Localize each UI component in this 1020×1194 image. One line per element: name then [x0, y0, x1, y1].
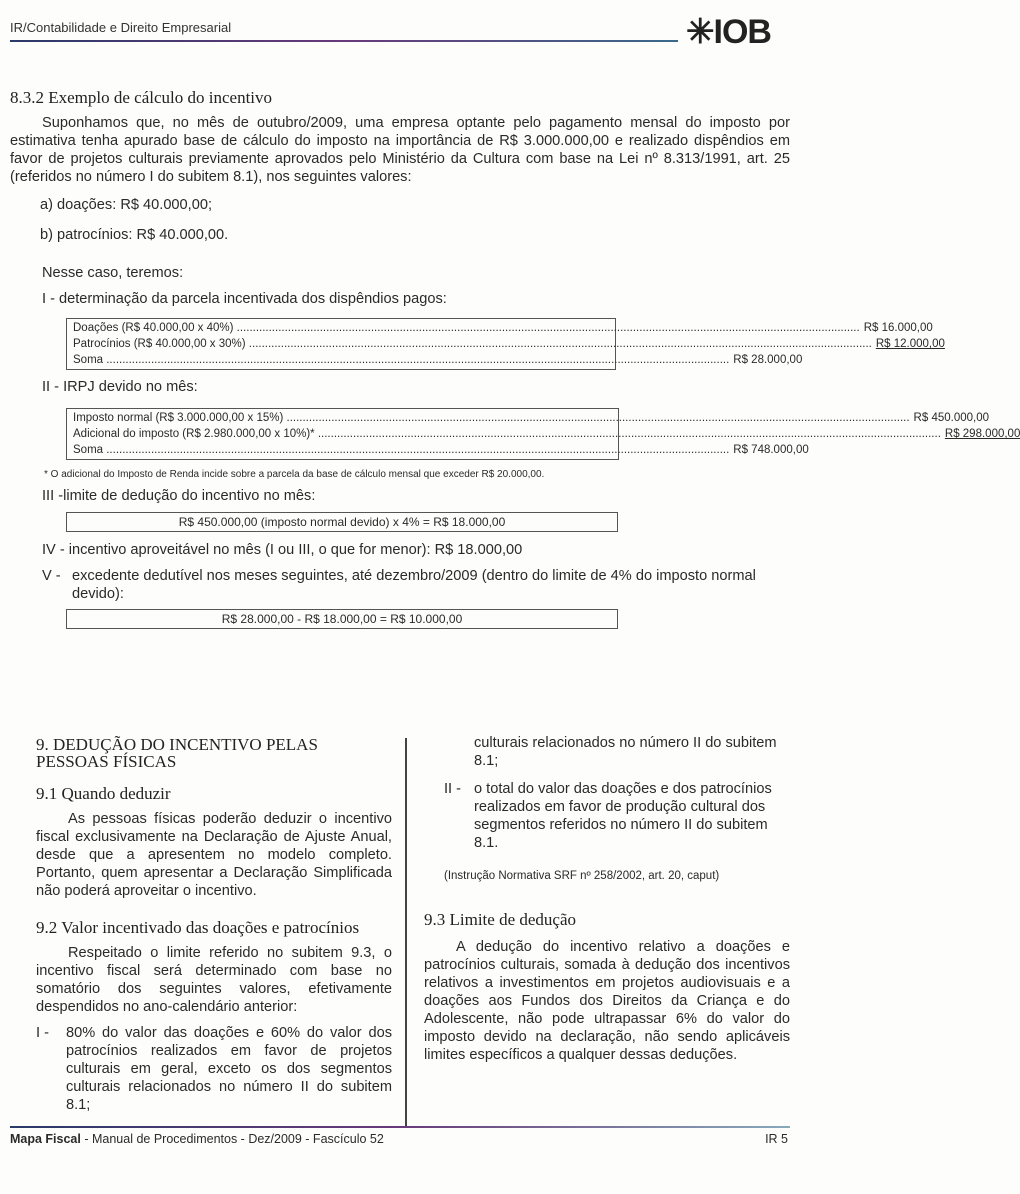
text: Nesse caso, teremos: [42, 265, 184, 281]
item-b: b) patrocínios: R$ 40.000,00. [40, 227, 229, 243]
running-header: IR/Contabilidade e Direito Empresarial [10, 20, 232, 35]
left-column [36, 735, 392, 1113]
paragraph: Respeitado o limite referido no subitem 9.3, o incentivo fiscal será determinado com base no somatório dos seguintes valores, efetivamente despendidos no ano-calendário anterior: [36, 945, 392, 1015]
footer-divider [10, 1126, 790, 1128]
item-number: II - [444, 781, 462, 797]
section-9-3-title: 9.3 Limite de dedução [424, 910, 577, 929]
column-divider [405, 738, 407, 1126]
citation: (Instrução Normativa SRF nº 258/2002, art. 20, caput) [444, 870, 720, 882]
footer: Mapa Fiscal - Manual de Procedimentos - Dez/2009 - Fascículo 52 [10, 1132, 384, 1146]
paragraph: A dedução do incentivo relativo a doações e patrocínios culturais, somada à dedução dos incentivos relativos a investimentos em projetos audiovisuais e a doações aos Fundos dos Direitos da Criança e do Adolescente, não pode ultrapassar 6% do valor do imposto devido na declaração, não sendo aplicáveis limites específicos a qualquer dessas deduções. [424, 939, 790, 1063]
step-v: excedente dedutível nos meses seguintes, até dezembro/2009 (dentro do limite de 4% do imposto normal devido): [72, 568, 756, 602]
table-parcela: Doações (R$ 40.000,00 x 40%) ..... R$ 16.000,00 Patrocínios (R$ 40.000,00 x 30%) ..... R$ 12.000,00 Soma ..... R$ 28.000,00 [66, 318, 616, 370]
footnote: * O adicional do Imposto de Renda incide sobre a parcela da base de cálculo mensal que exceder R$ 20.000,00. [44, 469, 545, 480]
paragraph: As pessoas físicas poderão deduzir o incentivo fiscal exclusivamente na Declaração de Ajuste Anual, desde que a apresentem no modelo completo. Portanto, quem apresentar a Declaração Simplificada não poderá aproveitar o incentivo. [36, 811, 392, 899]
header-divider [10, 40, 678, 42]
section-9-1-title: 9.1 Quando deduzir [36, 784, 171, 803]
item-ii: o total do valor das doações e dos patrocínios realizados em favor de produção cultural dos segmentos referidos no número II do subitem 8.1. [474, 781, 772, 851]
step-iii: III -limite de dedução do incentivo no mês: [42, 488, 316, 504]
excess-box: R$ 28.000,00 - R$ 18.000,00 = R$ 10.000,00 [66, 609, 618, 629]
iob-logo: ✳IOB [686, 13, 771, 51]
section-title: 8.3.2 Exemplo de cálculo do incentivo [10, 88, 273, 107]
intro-paragraph: Suponhamos que, no mês de outubro/2009, uma empresa optante pelo pagamento mensal do imposto por estimativa tenha apurado base de cálculo do imposto na importância de R$ 3.000.000,00 e realizado dispêndios em favor de projetos culturais previamente aprovados pelo Ministério da Cultura com base na Lei nº 8.313/1991, art. 25 (referidos no número I do subitem 8.1), nos seguintes valores: [10, 115, 790, 185]
item-number: I - [36, 1025, 49, 1041]
step-ii: II - IRPJ devido no mês: [42, 379, 198, 395]
limit-box: R$ 450.000,00 (imposto normal devido) x 4% = R$ 18.000,00 [66, 512, 618, 532]
section-8-3-2 [10, 88, 1020, 629]
section-9-title: 9. DEDUÇÃO DO INCENTIVO PELAS PESSOAS FÍSICAS [36, 735, 318, 771]
step-i: I - determinação da parcela incentivada dos dispêndios pagos: [42, 291, 447, 307]
section-9-2-title: 9.2 Valor incentivado das doações e patrocínios [36, 918, 360, 937]
item-i: 80% do valor das doações e 60% do valor dos patrocínios realizados em favor de projetos culturais em geral, exceto os dos segmentos culturais relacionados no número II do subitem 8.1; [66, 1025, 392, 1113]
step-number: V - [42, 568, 61, 584]
item-i-continued: culturais relacionados no número II do subitem 8.1; [474, 735, 777, 769]
step-iv: IV - incentivo aproveitável no mês (I ou III, o que for menor): R$ 18.000,00 [42, 542, 523, 558]
right-column [424, 736, 790, 1064]
table-irpj: Imposto normal (R$ 3.000.000,00 x 15%) ..... R$ 450.000,00 Adicional do imposto (R$ 2.980.000,00 x 10%)* ..... R$ 298.000,00 Soma ..... R$ 748.000,00 [66, 408, 619, 460]
item-a: a) doações: R$ 40.000,00; [40, 197, 213, 213]
page-number: IR 5 [765, 1132, 788, 1146]
